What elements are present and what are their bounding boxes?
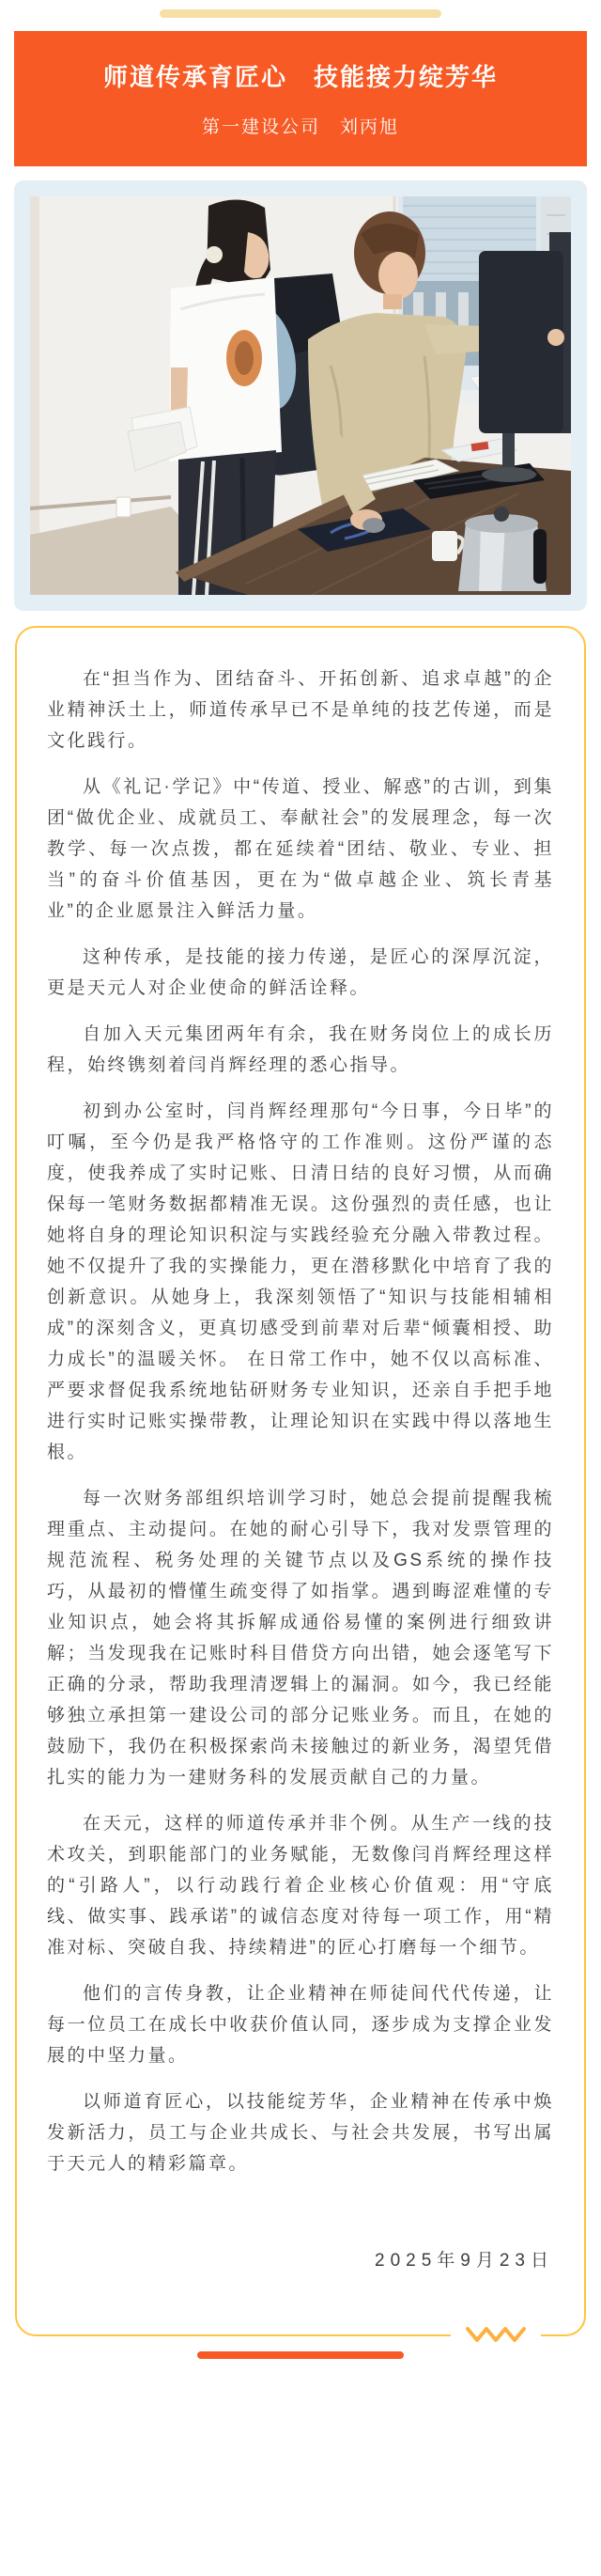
wall-outlet	[116, 497, 131, 517]
office-mentoring-photo	[30, 196, 571, 595]
scrunchie	[206, 246, 223, 263]
article-paragraph: 自加入天元集团两年有余，我在财务岗位上的成长历程，始终镌刻着闫肖辉经理的悉心指导。	[47, 1024, 554, 1075]
office-photo-illustration	[30, 196, 571, 595]
article-paragraph: 初到办公室时，闫肖辉经理那句“今日事，今日毕”的叮嘱，至今仍是我严格恪守的工作准则。这份严谨的态度，使我养成了实时记账、日清日结的良好习惯，从而确保每一笔财务数据都精准无误。这份强烈的责任感，也让她将自身的理论知识积淀与实践经验充分融入带教过程。她不仅提升了我的实操能力，更在潜移默化中培育了我的创新意识。从她身上，我深刻领悟了“知识与技能相辅相成”的深刻含义，更真切感受到前辈对后辈“倾囊相授、助力成长”的温暖关怀。 在日常工作中，她不仅以高标准、严要求督促我系统地钻研财务专业知识，还亲自手把手地进行实时记账实操带教，让理论知识在实践中得以落地生根。	[47, 1101, 554, 1462]
article-paragraph: 在天元，这样的师道传承并非个例。从生产一线的技术攻关，到职能部门的业务赋能，无数像闫肖辉经理这样的“引路人”，以行动践行着企业核心价值观：用“守底线、做实事、践承诺”的诚信态度对待每一项工作，用“精准对标、突破自我、持续精进”的匠心打磨每一个细节。	[47, 1814, 554, 1958]
article-paragraph: 在“担当作为、团结奋斗、开拓创新、追求卓越”的企业精神沃土上，师道传承早已不是单纯的技艺传递，而是文化践行。	[47, 669, 554, 751]
zigzag-icon	[451, 2324, 541, 2345]
page-title: 师道传承育匠心 技能接力绽芳华	[102, 63, 498, 91]
article-paragraph: 这种传承，是技能的接力传递，是匠心的深厚沉淀，更是天元人对企业使命的鲜活诠释。	[47, 947, 554, 998]
article-date: 2025年9月23日	[375, 2251, 554, 2271]
page-header	[14, 31, 587, 166]
article-paragraph: 每一次财务部组织培训学习时，她总会提前提醒我梳理重点、主动提问。在她的耐心引导下，我对发票管理的规范流程、税务处理的关键节点以及GS系统的操作技巧，从最初的懵懂生疏变得了如指掌。遇到晦涩难懂的专业知识点，她会将其拆解成通俗易懂的案例进行细致讲解；当发现我在记账时科目借贷方向出错，她会逐笔写下正确的分录，帮助我理清逻辑上的漏洞。如今，我已经能够独立承担第一建设公司的部分记账业务。而且，在她的鼓励下，我仍在积极探索尚未接触过的新业务，渴望凭借扎实的能力为一建财务科的发展贡献自己的力量。	[47, 1489, 554, 1788]
article-paragraph: 从《礼记·学记》中“传道、授业、解惑”的古训，到集团“做优企业、成就员工、奉献社会”的发展理念，每一次教学、每一次点拨，都在延续着“团结、敬业、专业、担当”的奋斗价值基因，更在为“做卓越企业、筑长青基业”的企业愿景注入鲜活力量。	[47, 777, 554, 921]
kettle	[458, 507, 547, 591]
article-paragraph: 以师道育匠心，以技能绽芳华，企业精神在传承中焕发新活力，员工与企业共成长、与社会共发展，书写出属于天元人的精彩篇章。	[47, 2092, 554, 2174]
mouse	[362, 518, 385, 533]
article-byline: 第一建设公司 刘丙旭	[201, 117, 399, 137]
photo-card	[14, 180, 587, 611]
bottom-decor-bar	[197, 2351, 404, 2359]
top-decor-bar	[160, 9, 441, 18]
monitor-stand	[502, 433, 515, 473]
mug	[432, 531, 457, 561]
article-paragraph: 他们的言传身教，让企业精神在师徒间代代传递，让每一位员工在成长中收获价值认同，逐步成为支撑企业发展的中坚力量。	[47, 1984, 554, 2066]
face	[378, 252, 418, 299]
article-body	[47, 664, 554, 2179]
article-card	[15, 626, 586, 2336]
